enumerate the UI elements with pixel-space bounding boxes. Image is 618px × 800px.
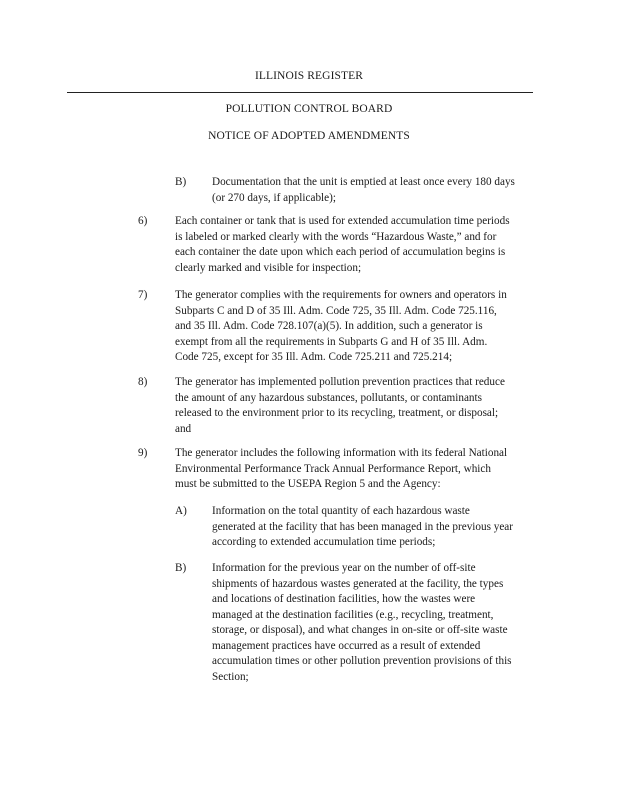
paragraph-line: Section; <box>212 670 249 683</box>
paragraph-line: and <box>175 422 192 435</box>
item-paragraph <box>175 288 507 366</box>
paragraph-line: accumulation times or other pollution prevention provisions of this <box>212 655 512 667</box>
paragraph-line: The generator complies with the requirements for owners and operators in <box>175 289 507 301</box>
paragraph-line: The generator has implemented pollution prevention practices that reduce <box>175 376 505 388</box>
item-paragraph <box>175 375 505 437</box>
item-paragraph <box>175 446 507 493</box>
paragraph-line: Environmental Performance Track Annual Performance Report, which <box>175 462 491 475</box>
item-label: 7) <box>138 289 148 301</box>
paragraph-line: is labeled or marked clearly with the words “Hazardous Waste,” and for <box>175 230 497 243</box>
paragraph-line: and locations of destination facilities, how the wastes were <box>212 593 476 605</box>
paragraph-line: according to extended accumulation time periods; <box>212 536 436 548</box>
item-label: B) <box>175 562 187 574</box>
paragraph-line: storage, or disposal), and what changes in on-site or off-site waste <box>212 624 508 636</box>
paragraph-line: exempt from all the requirements in Subparts G and H of 35 Ill. Adm. <box>175 335 488 348</box>
paragraph-line: Information on the total quantity of each hazardous waste <box>212 505 470 517</box>
item-label: A) <box>175 505 187 517</box>
header-divider <box>67 92 533 93</box>
item-paragraph <box>212 561 512 685</box>
item-label: 6) <box>138 215 148 227</box>
item-label: 8) <box>138 376 148 388</box>
item-paragraph <box>212 175 515 206</box>
register-title: ILLINOIS REGISTER <box>254 70 364 82</box>
paragraph-line: managed at the destination facilities (e.g., recycling, treatment, <box>212 608 494 621</box>
paragraph-line: Documentation that the unit is emptied at least once every 180 days <box>212 176 515 188</box>
paragraph-line: and 35 Ill. Adm. Code 728.107(a)(5). In addition, such a generator is <box>175 320 483 332</box>
paragraph-line: clearly marked and visible for inspection; <box>175 261 362 274</box>
paragraph-line: shipments of hazardous wastes generated at the facility, the types <box>212 577 504 590</box>
board-title: POLLUTION CONTROL BOARD <box>225 103 393 115</box>
paragraph-line: generated at the facility that has been managed in the previous year <box>212 520 514 533</box>
paragraph-line: Information for the previous year on the number of off-site <box>212 562 476 574</box>
paragraph-line: must be submitted to the USEPA Region 5 and the Agency: <box>175 478 441 490</box>
item-label: B) <box>175 176 187 188</box>
paragraph-line: released to the environment prior to its recycling, treatment, or disposal; <box>175 407 499 419</box>
paragraph-line: the amount of any hazardous substances, pollutants, or contaminants <box>175 391 482 404</box>
paragraph-line: Subparts C and D of 35 Ill. Adm. Code 725, 35 Ill. Adm. Code 725.116, <box>175 304 497 317</box>
item-paragraph <box>175 214 510 276</box>
paragraph-line: Code 725, except for 35 Ill. Adm. Code 725.211 and 725.214; <box>175 351 453 363</box>
item-paragraph <box>212 504 513 551</box>
paragraph-line: each container the date upon which each period of accumulation begins is <box>175 246 506 258</box>
paragraph-line: Each container or tank that is used for extended accumulation time periods <box>175 215 510 227</box>
item-label: 9) <box>138 447 148 459</box>
paragraph-line: (or 270 days, if applicable); <box>212 191 336 204</box>
paragraph-line: management practices have occurred as a result of extended <box>212 639 481 652</box>
notice-title: NOTICE OF ADOPTED AMENDMENTS <box>208 130 410 142</box>
paragraph-line: The generator includes the following information with its federal National <box>175 447 508 459</box>
